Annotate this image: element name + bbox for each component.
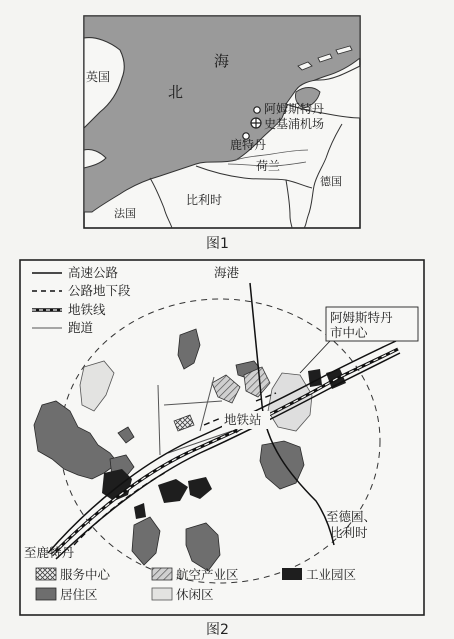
legend-aviation: 航空产业区 — [176, 567, 239, 582]
label-france: 法国 — [114, 207, 136, 220]
legend-service: 服务中心 — [60, 567, 111, 582]
label-sea: 海 — [214, 52, 230, 70]
label-metro-station: 地铁站 — [224, 412, 262, 427]
legend-underground: 公路地下段 — [68, 283, 131, 298]
legend-service-swatch — [36, 568, 56, 580]
figure1-caption: 图1 — [206, 236, 229, 252]
figure2-caption: 图2 — [206, 622, 229, 638]
legend-runway: 跑道 — [68, 320, 94, 335]
legend-residential: 居住区 — [60, 587, 98, 602]
label-amsterdam: 阿姆斯特丹 — [264, 102, 325, 116]
legend-leisure: 休闲区 — [176, 587, 214, 602]
legend-highway: 高速公路 — [68, 265, 119, 280]
label-rotterdam: 鹿特丹 — [230, 138, 267, 152]
label-amsterdam-center-1: 阿姆斯特丹 — [330, 310, 393, 325]
label-uk: 英国 — [86, 70, 111, 84]
figure1-map — [0, 0, 454, 250]
label-to-rotterdam: 至鹿特丹 — [24, 545, 75, 560]
figure2-map — [0, 255, 454, 617]
label-germany: 德国 — [320, 175, 342, 188]
label-belgium: 比利时 — [186, 193, 223, 207]
legend-leisure-swatch — [152, 588, 172, 600]
legend-metro: 地铁线 — [68, 302, 106, 317]
legend-residential-swatch — [36, 588, 56, 600]
label-seaport: 海港 — [214, 265, 240, 280]
legend-industrial-swatch — [282, 568, 302, 580]
label-schiphol: 史基浦机场 — [264, 117, 325, 131]
label-north: 北 — [168, 83, 184, 101]
legend-industrial: 工业园区 — [306, 567, 357, 582]
label-to-germany-2: 比利时 — [330, 525, 368, 540]
label-to-germany-1: 至德国、 — [326, 509, 377, 524]
legend-aviation-swatch — [152, 568, 172, 580]
label-netherlands: 荷兰 — [256, 159, 281, 173]
amsterdam-marker — [254, 107, 260, 113]
label-amsterdam-center-2: 市中心 — [330, 325, 368, 340]
